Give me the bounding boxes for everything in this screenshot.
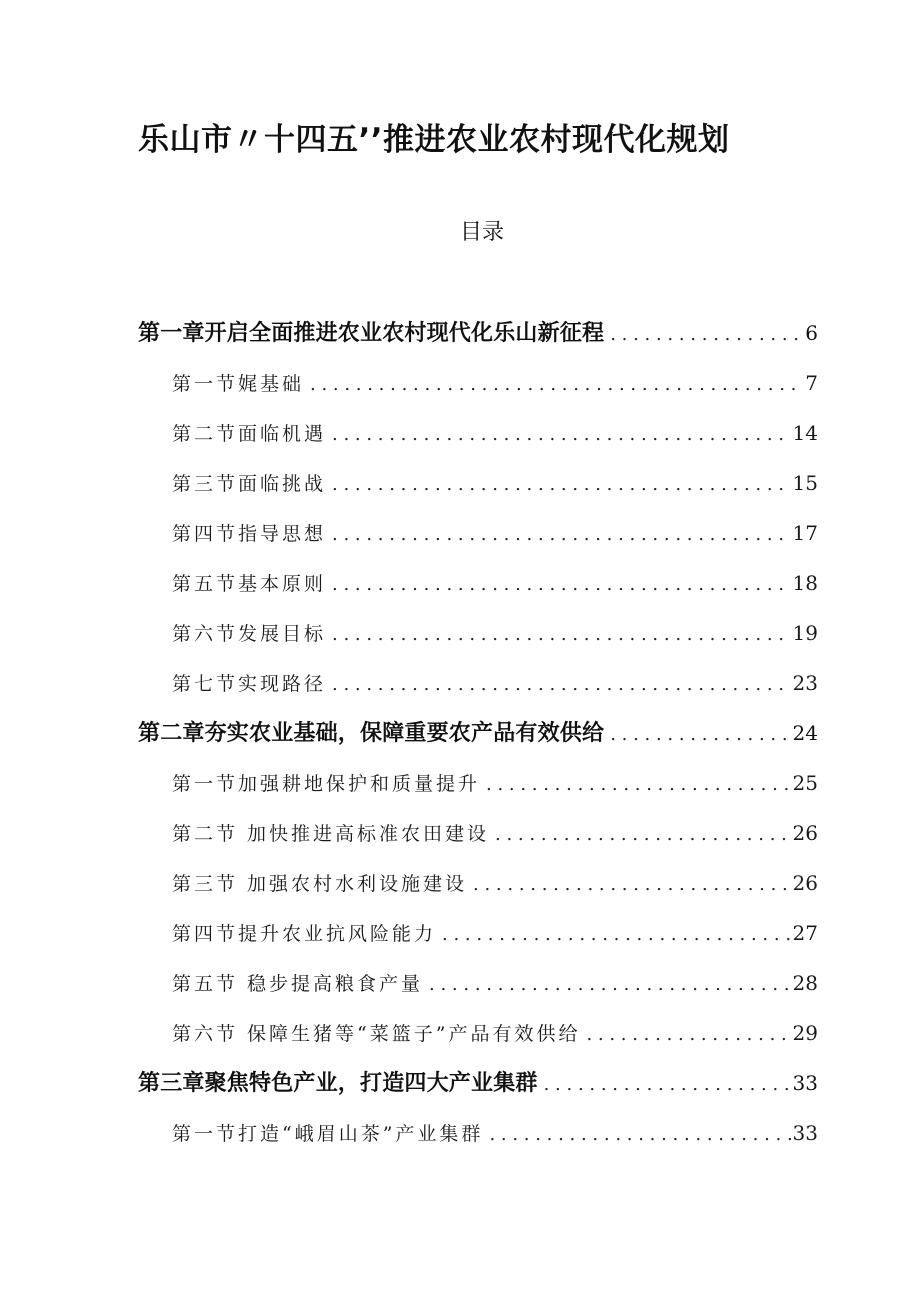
toc-entry-label: 第六节发展目标: [172, 623, 327, 645]
toc-page-number: 24: [792, 721, 818, 745]
toc-entry-label: 第四节指导思想: [172, 523, 327, 545]
toc-chapter-entry[interactable]: [138, 1062, 818, 1112]
toc-section-entry[interactable]: [138, 412, 818, 462]
toc-entry-label: 第二章夯实农业基础，保障重要农产品有效供给: [138, 721, 605, 746]
toc-entry-label: 第一节娓基础: [172, 373, 305, 395]
toc-entry-label: 第二节面临机遇: [172, 423, 327, 445]
toc-page-number: 29: [792, 1021, 818, 1045]
toc-page-number: 26: [792, 871, 818, 895]
toc-heading: 目录: [459, 220, 504, 245]
toc-dot-leader: [332, 464, 791, 506]
toc-section-entry[interactable]: [138, 862, 818, 912]
toc-entry-label: 第七节实现路径: [172, 673, 327, 695]
toc-dot-leader: [586, 1014, 790, 1056]
toc-dot-leader: [489, 1114, 790, 1156]
toc-dot-leader: [332, 414, 791, 456]
toc-dot-leader: [310, 364, 803, 406]
toc-entry-label: 第六节 保障生猪等“菜篮子”产品有效供给: [172, 1023, 581, 1045]
table-of-contents: [138, 312, 818, 1162]
toc-page-number: 18: [792, 571, 818, 595]
toc-dot-leader: [332, 664, 791, 706]
toc-section-entry[interactable]: [138, 812, 818, 862]
toc-page-number: 14: [792, 421, 818, 445]
toc-dot-leader: [495, 814, 791, 856]
toc-page-number: 28: [792, 971, 818, 995]
toc-chapter-entry[interactable]: [138, 712, 818, 762]
toc-page-number: 33: [792, 1121, 818, 1145]
toc-section-entry[interactable]: [138, 962, 818, 1012]
toc-entry-label: 第五节 稳步提高粮食产量: [172, 973, 424, 995]
toc-dot-leader: [610, 714, 790, 756]
toc-entry-label: 第一章开启全面推进农业农村现代化乐山新征程: [138, 321, 605, 346]
toc-section-entry[interactable]: [138, 612, 818, 662]
toc-dot-leader: [332, 614, 791, 656]
toc-page-number: 26: [792, 821, 818, 845]
toc-section-entry[interactable]: [138, 662, 818, 712]
toc-entry-label: 第四节提升农业抗风险能力: [172, 923, 437, 945]
toc-page-number: 25: [792, 771, 818, 795]
toc-dot-leader: [442, 914, 791, 956]
document-title: 乐山市〃十四五’’推进农业农村现代化规划: [138, 122, 730, 158]
toc-dot-leader: [473, 864, 791, 906]
toc-entry-label: 第五节基本原则: [172, 573, 327, 595]
toc-entry-label: 第三节 加强农村水利设施建设: [172, 873, 468, 895]
toc-page-number: 7: [805, 371, 818, 395]
toc-entry-label: 第三节面临挑战: [172, 473, 327, 495]
toc-dot-leader: [610, 314, 803, 356]
toc-dot-leader: [429, 964, 791, 1006]
toc-dot-leader: [332, 514, 791, 556]
toc-dot-leader: [486, 764, 791, 806]
toc-section-entry[interactable]: [138, 362, 818, 412]
toc-section-entry[interactable]: [138, 462, 818, 512]
toc-section-entry[interactable]: [138, 562, 818, 612]
toc-entry-label: 第二节 加快推进高标准农田建设: [172, 823, 490, 845]
toc-page-number: 33: [792, 1071, 818, 1095]
toc-page-number: 6: [805, 321, 818, 345]
toc-entry-label: 第三章聚焦特色产业，打造四大产业集群: [138, 1071, 538, 1096]
toc-dot-leader: [332, 564, 791, 606]
toc-page-number: 23: [792, 671, 818, 695]
toc-section-entry[interactable]: [138, 912, 818, 962]
toc-section-entry[interactable]: [138, 1112, 818, 1162]
toc-page-number: 19: [792, 621, 818, 645]
toc-section-entry[interactable]: [138, 512, 818, 562]
toc-page-number: 27: [792, 921, 818, 945]
toc-entry-label: 第一节打造“峨眉山茶”产业集群: [172, 1123, 484, 1145]
toc-section-entry[interactable]: [138, 1012, 818, 1062]
toc-entry-label: 第一节加强耕地保护和质量提升: [172, 773, 481, 795]
toc-chapter-entry[interactable]: [138, 312, 818, 362]
toc-section-entry[interactable]: [138, 762, 818, 812]
toc-page-number: 15: [792, 471, 818, 495]
toc-page-number: 17: [792, 521, 818, 545]
toc-dot-leader: [544, 1064, 791, 1106]
